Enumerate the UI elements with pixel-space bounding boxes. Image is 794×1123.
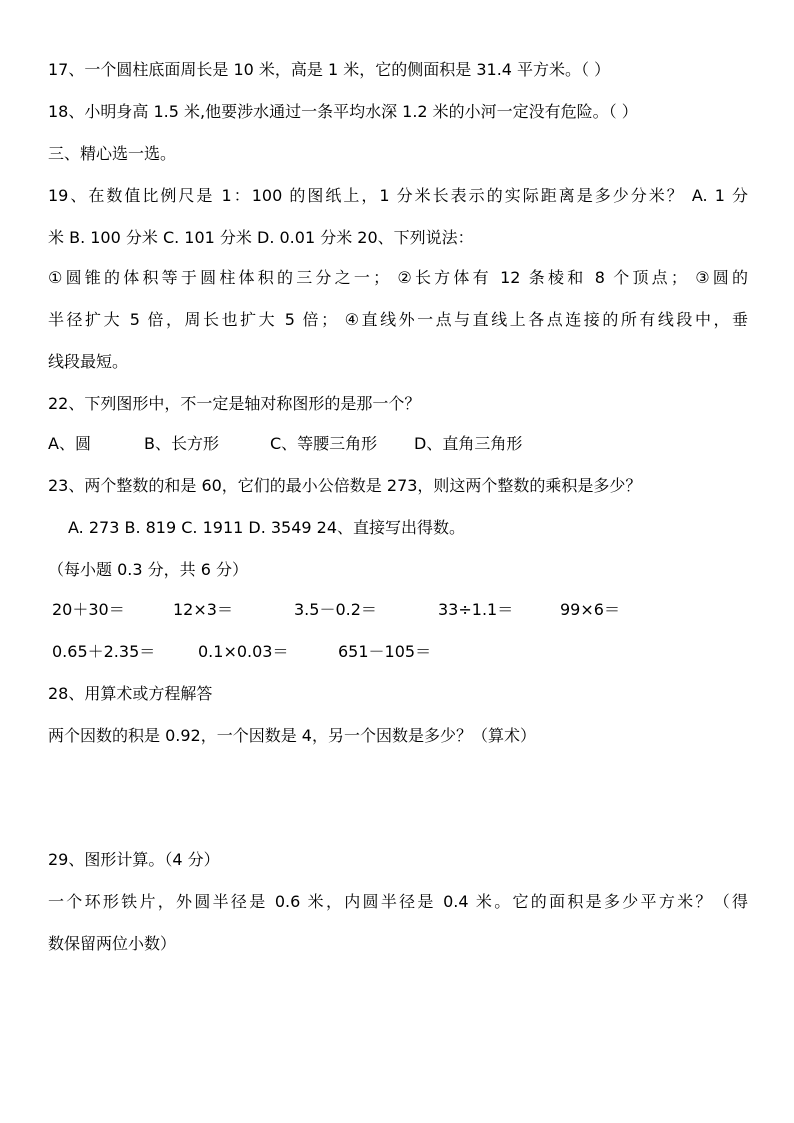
calc-item: 33÷1.1＝ [438, 600, 514, 619]
calc-row-1 [52, 598, 742, 622]
calc-item: 0.65＋2.35＝ [52, 642, 156, 661]
question-19-line-2: 米 B. 100 分米 C. 101 分米 D. 0.01 分米 20、下列说法： [48, 228, 474, 247]
option-a: A、圆 [48, 434, 91, 453]
question-29-line-2: 数保留两位小数） [48, 934, 177, 953]
question-28-text: 两个因数的积是 0.92，一个因数是 4，另一个因数是多少？（算术） [48, 726, 536, 745]
calc-row-2 [52, 640, 742, 664]
question-17: 17、一个圆柱底面周长是 10 米，高是 1 米，它的侧面积是 31.4 平方米。（ ） [48, 60, 611, 79]
calc-item: 12×3＝ [173, 600, 233, 619]
question-24-note: （每小题 0.3 分，共 6 分） [48, 560, 248, 579]
calc-item: 99×6＝ [560, 600, 620, 619]
calc-item: 3.5－0.2＝ [294, 600, 377, 619]
question-20-line-3: 线段最短。 [48, 352, 129, 371]
question-19-line-1: 19、在数值比例尺是 1：100 的图纸上，1 分米长表示的实际距离是多少分米？ A. 1 分 [48, 186, 748, 205]
option-c: C、等腰三角形 [270, 434, 378, 453]
question-23-options: A. 273 B. 819 C. 1911 D. 3549 24、直接写出得数。 [68, 518, 466, 537]
question-29-line-1: 一个环形铁片，外圆半径是 0.6 米，内圆半径是 0.4 米。它的面积是多少平方米？（得 [48, 892, 748, 911]
question-20-line-2: 半径扩大 5 倍，周长也扩大 5 倍； ④直线外一点与直线上各点连接的所有线段中，垂 [48, 310, 748, 329]
question-28: 28、用算术或方程解答 [48, 684, 213, 703]
calc-item: 0.1×0.03＝ [198, 642, 289, 661]
question-18: 18、小明身高 1.5 米,他要涉水通过一条平均水深 1.2 米的小河一定没有危险。（ ） [48, 102, 638, 121]
calc-item: 20＋30＝ [52, 600, 125, 619]
question-22-options [48, 432, 748, 456]
question-23: 23、两个整数的和是 60，它们的最小公倍数是 273，则这两个整数的乘积是多少？ [48, 476, 642, 495]
calc-item: 651－105＝ [338, 642, 432, 661]
option-b: B、长方形 [144, 434, 219, 453]
section-heading-3: 三、精心选一选。 [48, 144, 177, 163]
option-d: D、直角三角形 [414, 434, 523, 453]
question-20-line-1: ①圆锥的体积等于圆柱体积的三分之一； ②长方体有 12 条棱和 8 个顶点； ③圆的 [48, 268, 748, 287]
question-29: 29、图形计算。（4 分） [48, 850, 220, 869]
question-22: 22、下列图形中，不一定是轴对称图形的是那一个？ [48, 394, 421, 413]
